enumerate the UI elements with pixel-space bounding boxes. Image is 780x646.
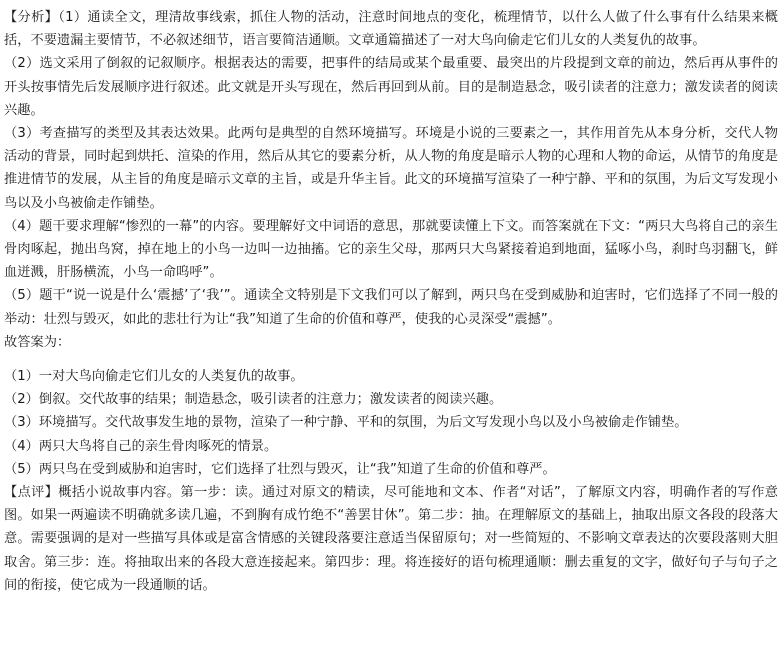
analysis-document: [4, 6, 778, 597]
answer-5: （5）两只鸟在受到威胁和迫害时，它们选择了壮烈与毁灭，让“我”知道了生命的价值和尊严。: [4, 461, 556, 477]
answer-explanation-4: （4）题干要求理解“惨烈的一幕”的内容。要理解好文中词语的意思，那就要读懂上下文。而答案就在下文：“两只大鸟将自己的亲生骨肉啄起，抛出鸟窝，掉在地上的小鸟一边叫一边抽搐。它的亲生父母，那两只大鸟紧接着追到地面，猛啄小鸟，刹时鸟羽翻飞，鲜血迸溅，肝肠横流，小鸟一命呜呼”。: [4, 218, 778, 281]
commentary-paragraph: 【点评】概括小说故事内容。第一步：读。通过对原文的精读，尽可能地和文本、作者“对话”，了解原文内容，明确作者的写作意图。如果一两遍读不明确就多读几遍，不到胸有成竹绝不“善罢甘休”。第二步：抽。在理解原文的基础上，抽取出原文各段的段落大意。需要强调的是对一些描写具体或是富含情感的关键段落要注意适当保留原句；对一些简短的、不影响文章表达的次要段落则大胆取舍。第三步：连。将抽取出来的各段大意连接起来。第四步：理。将连接好的语句梳理通顺：删去重复的文字，做好句子与句子之间的衔接，使它成为一段通顺的话。: [4, 485, 778, 593]
answer-2: （2）倒叙。交代故事的结果；制造悬念，吸引读者的注意力；激发读者的阅读兴趣。: [4, 392, 503, 408]
answer-explanation-3: （3）考查描写的类型及其表达效果。此两句是典型的自然环境描写。环境是小说的三要素之一，其作用首先从本身分析，交代人物活动的背景，同时起到烘托、渲染的作用，然后从其它的要素分析，从人物的角度是暗示人物的心理和人物的命运，从情节的角度是推进情节的发展，从主旨的角度是暗示文章的主旨，或是升华主旨。此文的环境描写渲染了一种宁静、平和的氛围，为后文写发现小鸟以及小鸟被偷走作铺垫。: [4, 126, 778, 211]
answers-heading: 故答案为：: [4, 334, 71, 350]
answer-3: （3）环境描写。交代故事发生地的景物，渲染了一种宁静、平和的氛围，为后文写发现小鸟以及小鸟被偷走作铺垫。: [4, 415, 688, 431]
answer-explanation-2: （2）选文采用了倒叙的记叙顺序。根据表达的需要，把事件的结局或某个最重要、最突出的片段提到文章的前边，然后再从事件的开头按事情先后发展顺序进行叙述。此文就是开头写现在，然后再回到从前。目的是制造悬念，吸引读者的注意力；激发读者的阅读兴趣。: [4, 56, 778, 118]
answer-4: （4）两只大鸟将自己的亲生骨肉啄死的情景。: [4, 438, 278, 454]
answer-1: （1）一对大鸟向偷走它们儿女的人类复仇的故事。: [4, 369, 304, 385]
answer-explanation-5: （5）题干“说一说是什么‘震撼’了‘我’”。通读全文特别是下文我们可以了解到，两只鸟在受到威胁和迫害时，它们选择了不同一般的举动：壮烈与毁灭，如此的悲壮行为让“我”知道了生命的价值和尊严，使我的心灵深受“震撼”。: [4, 288, 778, 327]
analysis-paragraph: 【分析】（1）通读全文，理清故事线索，抓住人物的活动，注意时间地点的变化，梳理情节，以什么人做了什么事有什么结果来概括，不要遗漏主要情节，不必叙述细节，语言要简洁通顺。文章通篇描述了一对大鸟向偷走它们儿女的人类复仇的故事。: [4, 10, 778, 49]
